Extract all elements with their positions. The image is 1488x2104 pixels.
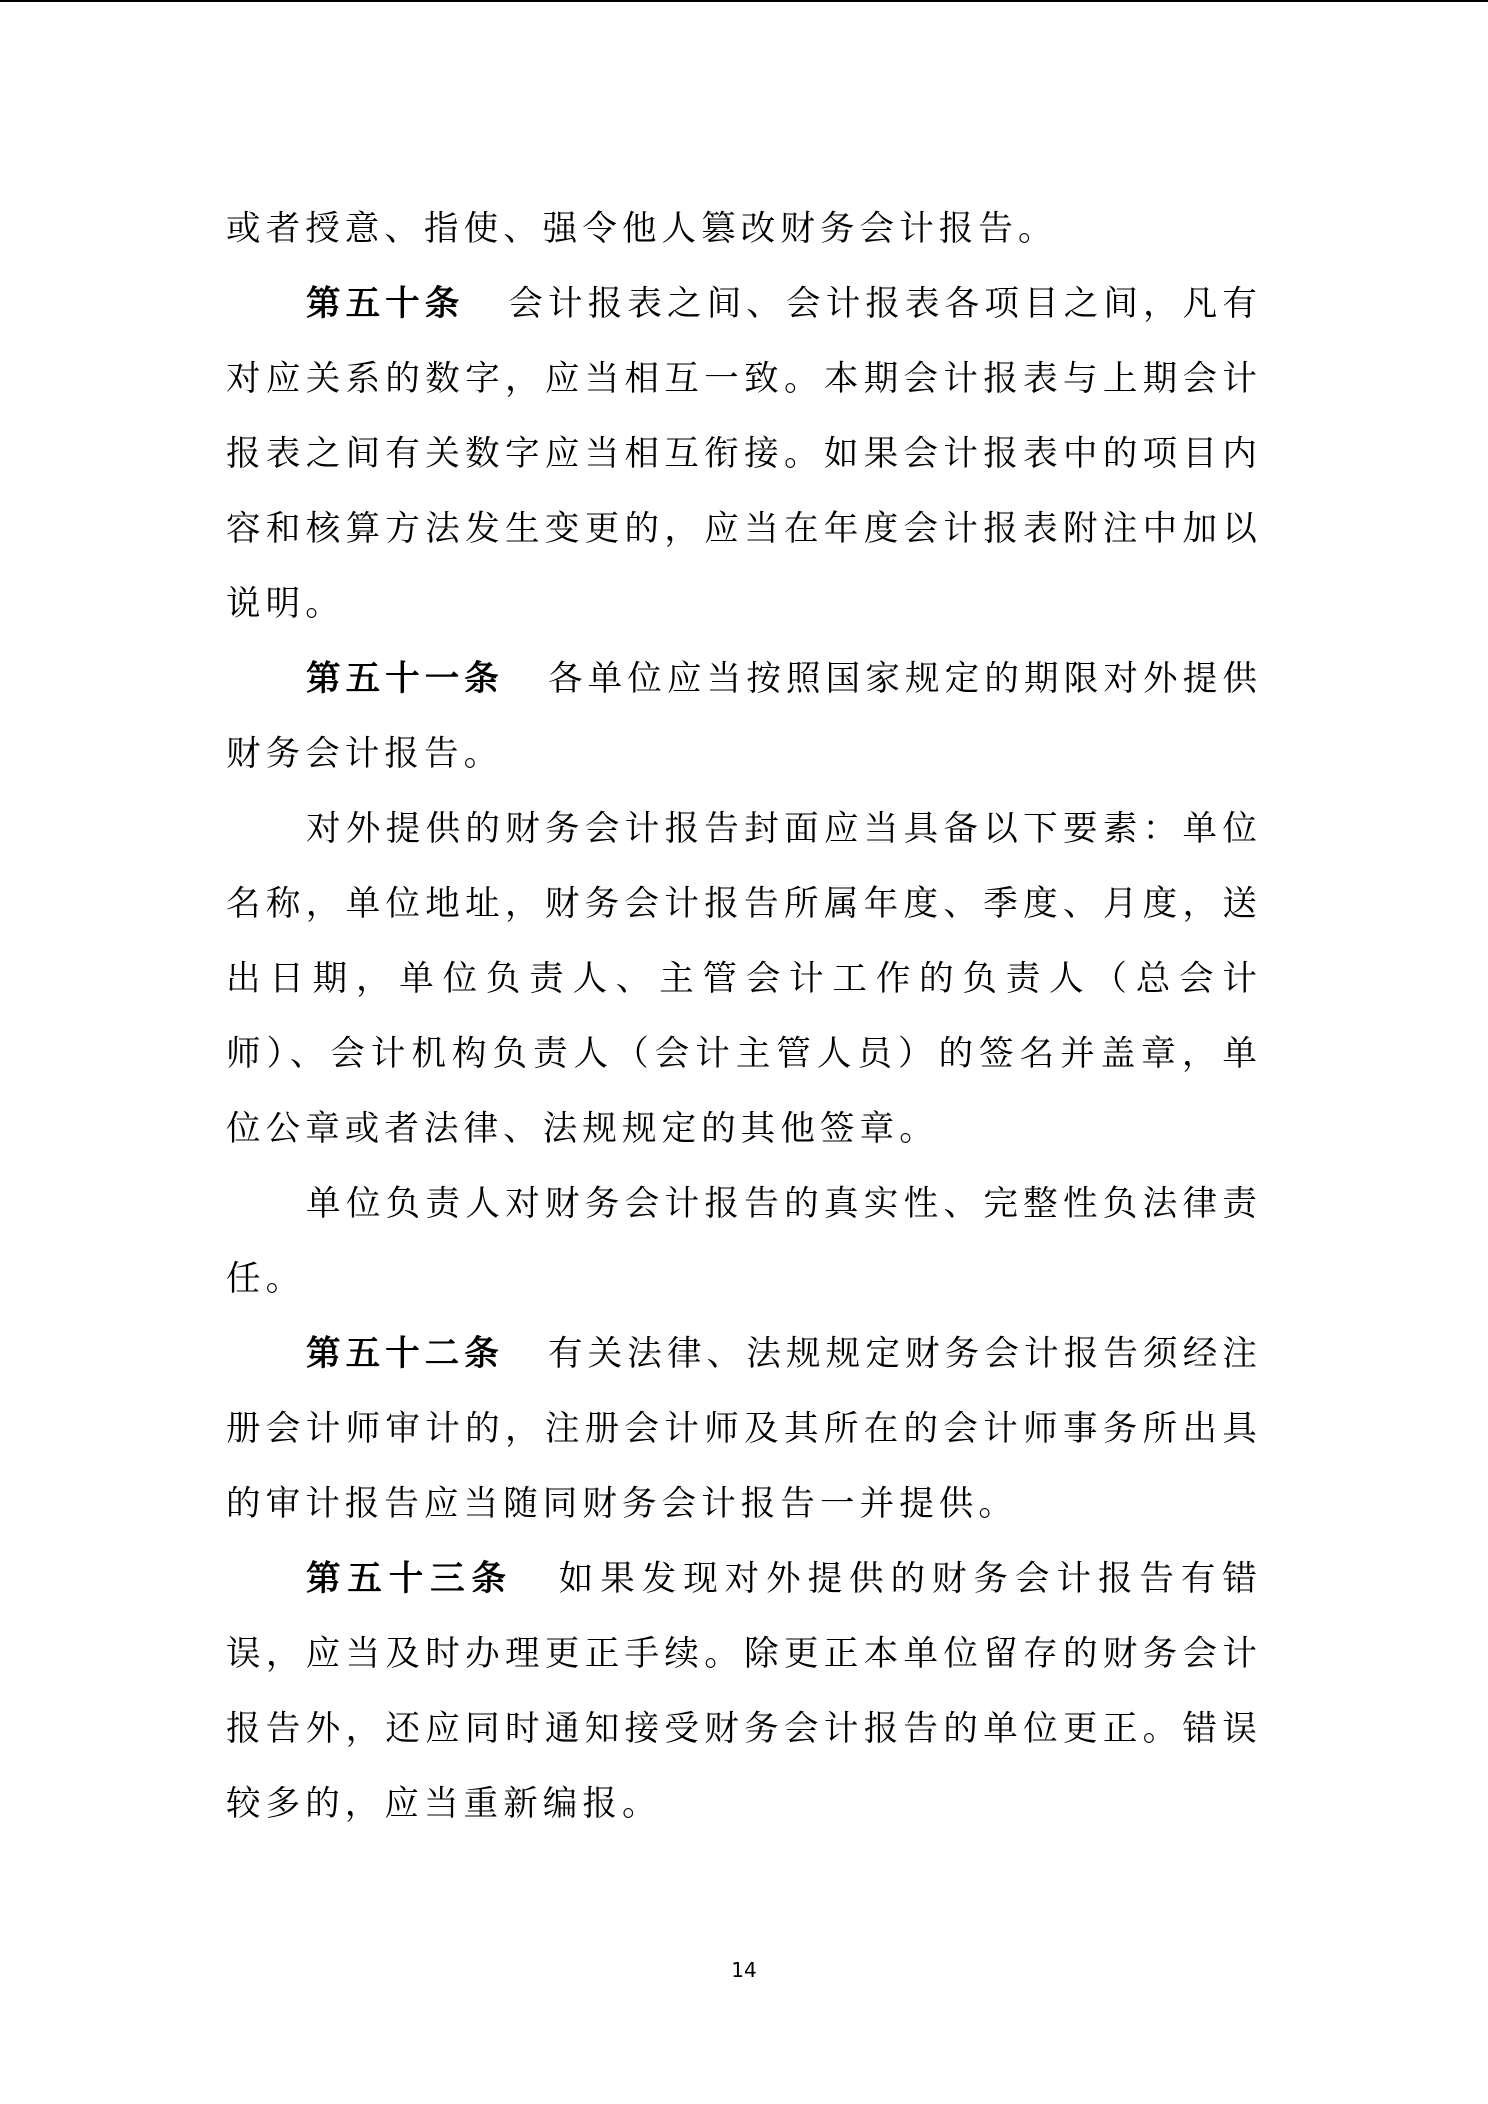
paragraph-text: 单位负责人对财务会计报告的真实性、完整性负法律责任。 (226, 1184, 1262, 1299)
article-heading: 第五十二条 (306, 1334, 504, 1374)
article-50 (226, 267, 1262, 642)
article-52 (226, 1317, 1262, 1542)
page-number: 14 (731, 1958, 757, 1982)
paragraph-continuation (226, 192, 1262, 267)
body-text (226, 192, 1262, 1842)
paragraph-text: 各单位应当按照国家规定的期限对外提供财务会计报告。 (226, 659, 1262, 774)
paragraph-text: 对外提供的财务会计报告封面应当具备以下要素：单位名称，单位地址，财务会计报告所属年度、季度、月度，送出日期，单位负责人、主管会计工作的负责人（总会计师）、会计机构负责人（会计主管人员）的签名并盖章，单位公章或者法律、法规规定的其他签章。 (226, 809, 1262, 1149)
paragraph-responsibility (226, 1167, 1262, 1317)
article-heading: 第五十一条 (306, 659, 504, 699)
article-heading: 第五十三条 (306, 1559, 513, 1599)
paragraph-text: 会计报表之间、会计报表各项目之间，凡有对应关系的数字，应当相互一致。本期会计报表与上期会计报表之间有关数字应当相互衔接。如果会计报表中的项目内容和核算方法发生变更的，应当在年度会计报表附注中加以说明。 (226, 284, 1262, 624)
article-51 (226, 642, 1262, 792)
paragraph-cover-elements (226, 792, 1262, 1167)
article-53 (226, 1542, 1262, 1842)
paragraph-text: 如果发现对外提供的财务会计报告有错误，应当及时办理更正手续。除更正本单位留存的财务会计报告外，还应同时通知接受财务会计报告的单位更正。错误较多的，应当重新编报。 (226, 1559, 1262, 1824)
paragraph-text: 有关法律、法规规定财务会计报告须经注册会计师审计的，注册会计师及其所在的会计师事务所出具的审计报告应当随同财务会计报告一并提供。 (226, 1334, 1262, 1524)
article-heading: 第五十条 (306, 284, 465, 324)
paragraph-text: 或者授意、指使、强令他人篡改财务会计报告。 (226, 209, 1058, 249)
